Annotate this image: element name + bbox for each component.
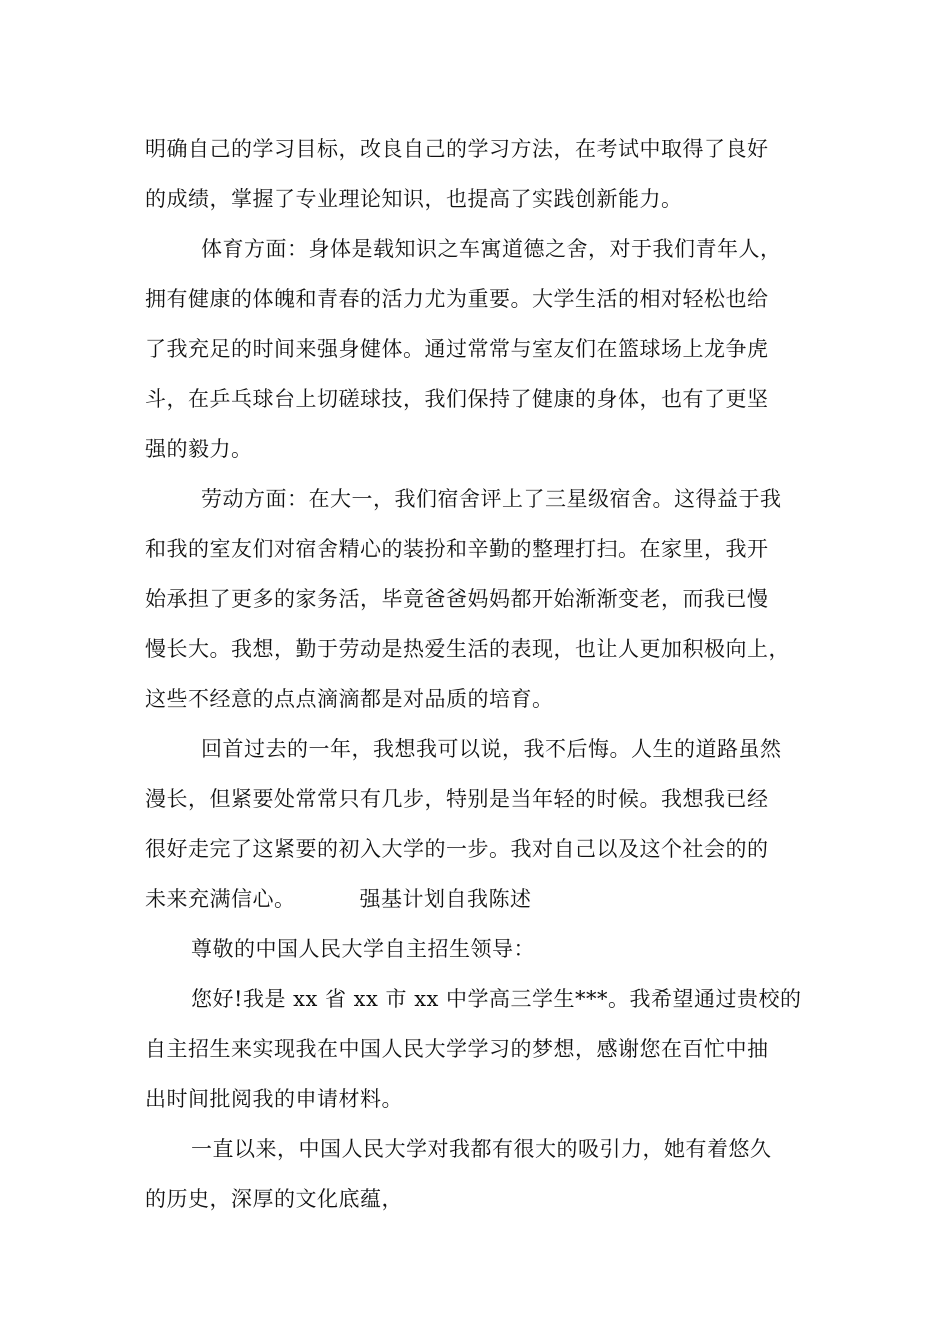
text-line: 强的毅力。: [145, 437, 253, 461]
text-line: 慢长大。我想，勤于劳动是热爱生活的表现，也让人更加积极向上，: [145, 637, 790, 661]
text-line: 劳动方面：在大一，我们宿舍评上了三星级宿舍。这得益于我: [201, 487, 782, 511]
text-line: 明确自己的学习目标，改良自己的学习方法，在考试中取得了良好: [145, 137, 769, 161]
text-line: 回首过去的一年，我想我可以说，我不后悔。人生的道路虽然: [201, 737, 782, 761]
text-line: 这些不经意的点点滴滴都是对品质的培育。: [145, 687, 554, 711]
text-line: 了我充足的时间来强身健体。通过常常与室友们在篮球场上龙争虎: [145, 337, 769, 361]
text-line: [145, 874, 835, 924]
text-line: 的成绩，掌握了专业理论知识，也提高了实践创新能力。: [145, 187, 683, 211]
text-line: 斗，在乒乓球台上切磋球技，我们保持了健康的身体，也有了更坚: [145, 387, 769, 411]
closing-sentence: 未来充满信心。: [145, 887, 296, 911]
document-body: [145, 124, 835, 1224]
text-line: 自主招生来实现我在中国人民大学学习的梦想，感谢您在百忙中抽: [145, 1037, 769, 1061]
text-line: 和我的室友们对宿舍精心的装扮和辛勤的整理打扫。在家里，我开: [145, 537, 769, 561]
text-line: 出时间批阅我的申请材料。: [145, 1087, 403, 1111]
text-line: 很好走完了这紧要的初入大学的一步。我对自己以及这个社会的的: [145, 837, 769, 861]
text-line: 体育方面：身体是载知识之车寓道德之舍，对于我们青年人，: [201, 237, 782, 261]
text-line: 拥有健康的体魄和青春的活力尤为重要。大学生活的相对轻松也给: [145, 287, 769, 311]
text-line: 的历史，深厚的文化底蕴，: [145, 1187, 403, 1211]
text-line: 您好!我是 xx 省 xx 市 xx 中学高三学生***。我希望通过贵校的: [191, 987, 802, 1011]
text-line: 始承担了更多的家务活，毕竟爸爸妈妈都开始渐渐变老，而我已慢: [145, 587, 769, 611]
salutation: 尊敬的中国人民大学自主招生领导：: [191, 937, 535, 961]
text-line: 漫长，但紧要处常常只有几步，特别是当年轻的时候。我想我已经: [145, 787, 769, 811]
section-title: 强基计划自我陈述: [359, 887, 532, 911]
text-line: 一直以来，中国人民大学对我都有很大的吸引力，她有着悠久: [191, 1137, 772, 1161]
